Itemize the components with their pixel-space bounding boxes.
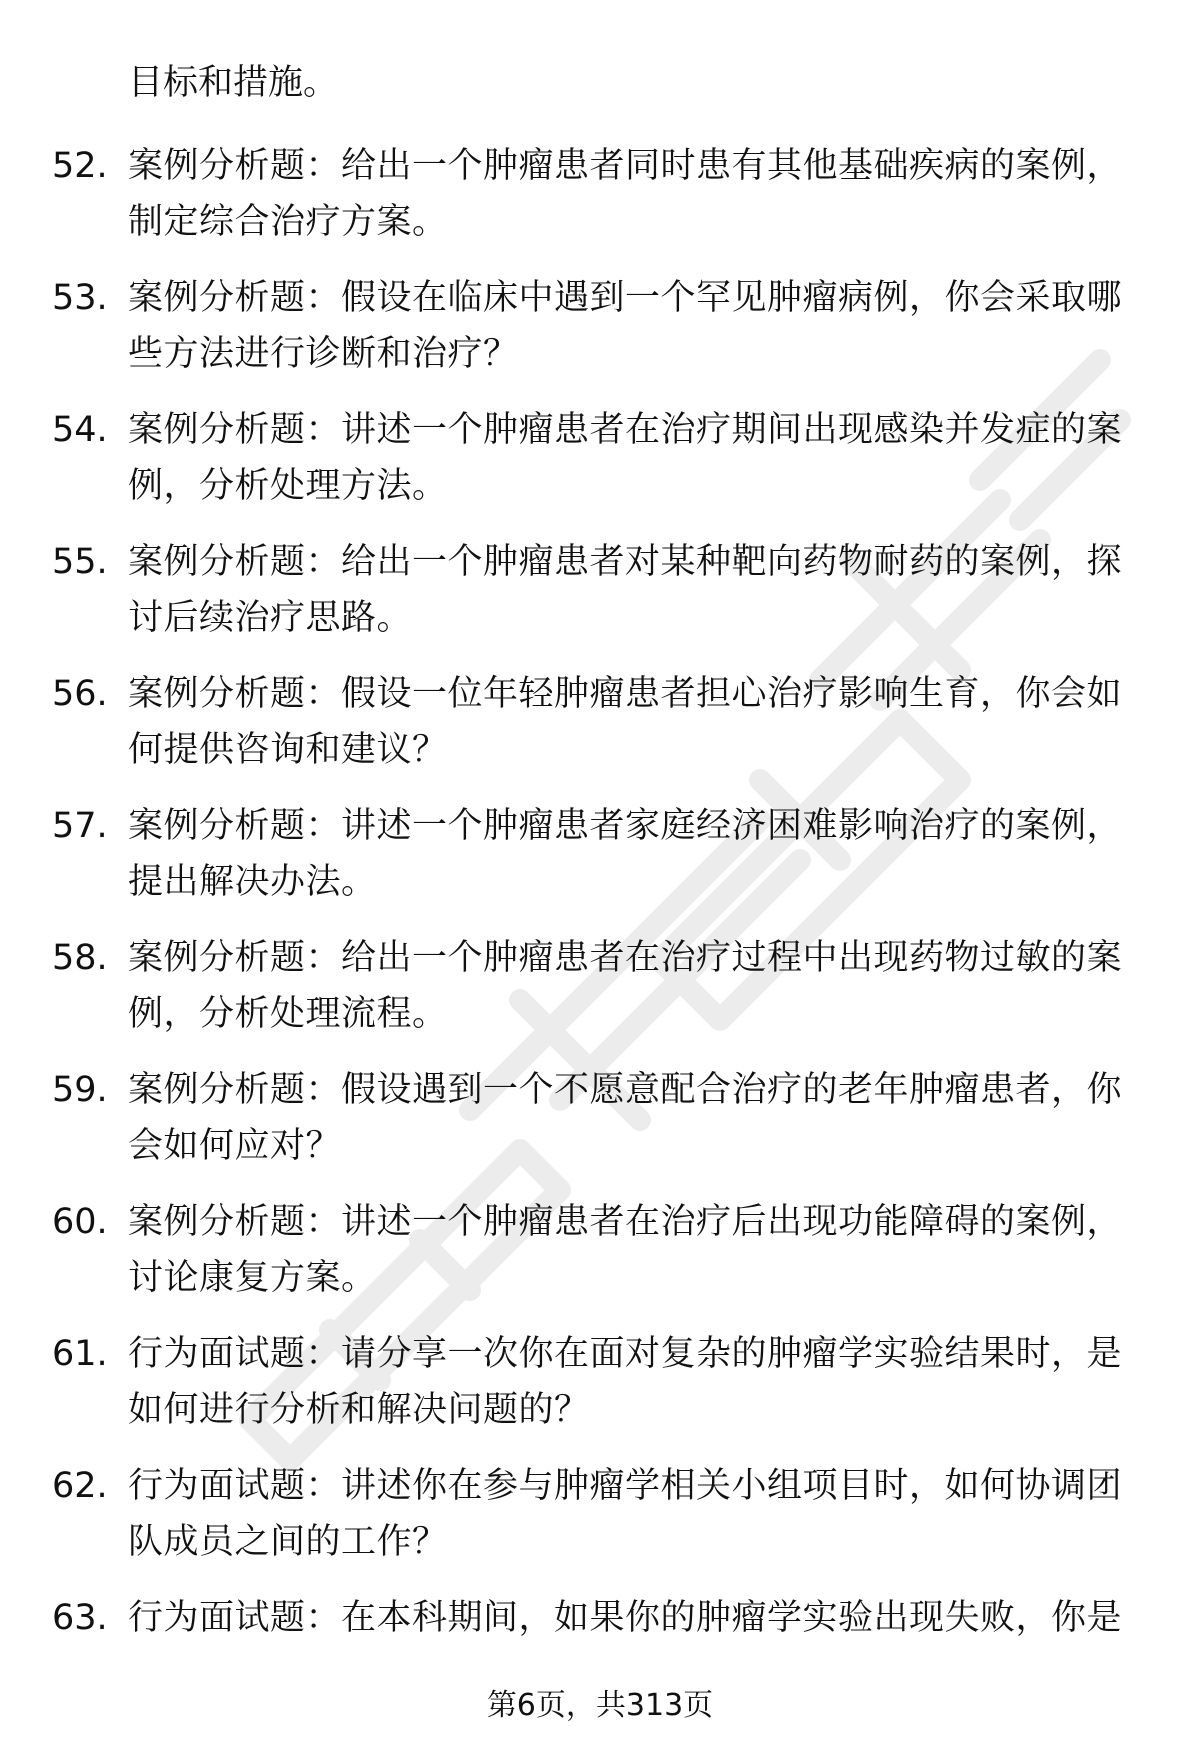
question-item bbox=[0, 1201, 1200, 1333]
question-text: 案例分析题：讲述一个肿瘤患者在治疗期间出现感染并发症的案例，分析处理方法。 bbox=[128, 410, 1123, 506]
question-item bbox=[0, 145, 1200, 277]
question-item bbox=[0, 673, 1200, 805]
question-text: 案例分析题：假设在临床中遇到一个罕见肿瘤病例，你会采取哪些方法进行诊断和治疗？ bbox=[128, 278, 1123, 374]
question-text: 案例分析题：给出一个肿瘤患者对某种靶向药物耐药的案例，探讨后续治疗思路。 bbox=[128, 542, 1123, 638]
question-number: 59. bbox=[52, 1070, 108, 1110]
question-number: 57. bbox=[52, 806, 108, 846]
question-item bbox=[0, 409, 1200, 541]
question-number: 52. bbox=[52, 146, 108, 186]
question-item bbox=[0, 1333, 1200, 1465]
question-number: 62. bbox=[52, 1466, 108, 1506]
question-number: 56. bbox=[52, 674, 108, 714]
question-number: 61. bbox=[52, 1334, 108, 1374]
question-number: 53. bbox=[52, 278, 108, 318]
question-text: 案例分析题：给出一个肿瘤患者同时患有其他基础疾病的案例，制定综合治疗方案。 bbox=[128, 146, 1123, 242]
question-text: 案例分析题：假设一位年轻肿瘤患者担心治疗影响生育，你会如何提供咨询和建议？ bbox=[128, 674, 1123, 770]
question-text: 行为面试题：在本科期间，如果你的肿瘤学实验出现失败，你是 bbox=[128, 1598, 1123, 1638]
question-item bbox=[0, 937, 1200, 1069]
question-item bbox=[0, 805, 1200, 937]
question-item bbox=[0, 277, 1200, 409]
question-text: 案例分析题：假设遇到一个不愿意配合治疗的老年肿瘤患者，你会如何应对？ bbox=[128, 1070, 1123, 1166]
question-text: 行为面试题：讲述你在参与肿瘤学相关小组项目时，如何协调团队成员之间的工作？ bbox=[128, 1466, 1123, 1562]
question-text: 行为面试题：请分享一次你在面对复杂的肿瘤学实验结果时，是如何进行分析和解决问题的？ bbox=[128, 1334, 1123, 1430]
question-number: 58. bbox=[52, 938, 108, 978]
question-number: 54. bbox=[52, 410, 108, 450]
question-text: 案例分析题：给出一个肿瘤患者在治疗过程中出现药物过敏的案例，分析处理流程。 bbox=[128, 938, 1123, 1034]
question-number: 60. bbox=[52, 1202, 108, 1242]
question-item bbox=[0, 1069, 1200, 1201]
question-item bbox=[0, 1465, 1200, 1597]
question-text: 案例分析题：讲述一个肿瘤患者家庭经济困难影响治疗的案例，提出解决办法。 bbox=[128, 806, 1123, 902]
question-number: 55. bbox=[52, 542, 108, 582]
question-text: 案例分析题：讲述一个肿瘤患者在治疗后出现功能障碍的案例，讨论康复方案。 bbox=[128, 1202, 1123, 1298]
question-number: 63. bbox=[52, 1598, 108, 1638]
question-item bbox=[0, 541, 1200, 673]
page-footer: 第6页，共313页 bbox=[486, 1688, 714, 1723]
continuation-text: 目标和措施。 bbox=[128, 63, 339, 103]
question-list bbox=[0, 145, 1200, 1729]
